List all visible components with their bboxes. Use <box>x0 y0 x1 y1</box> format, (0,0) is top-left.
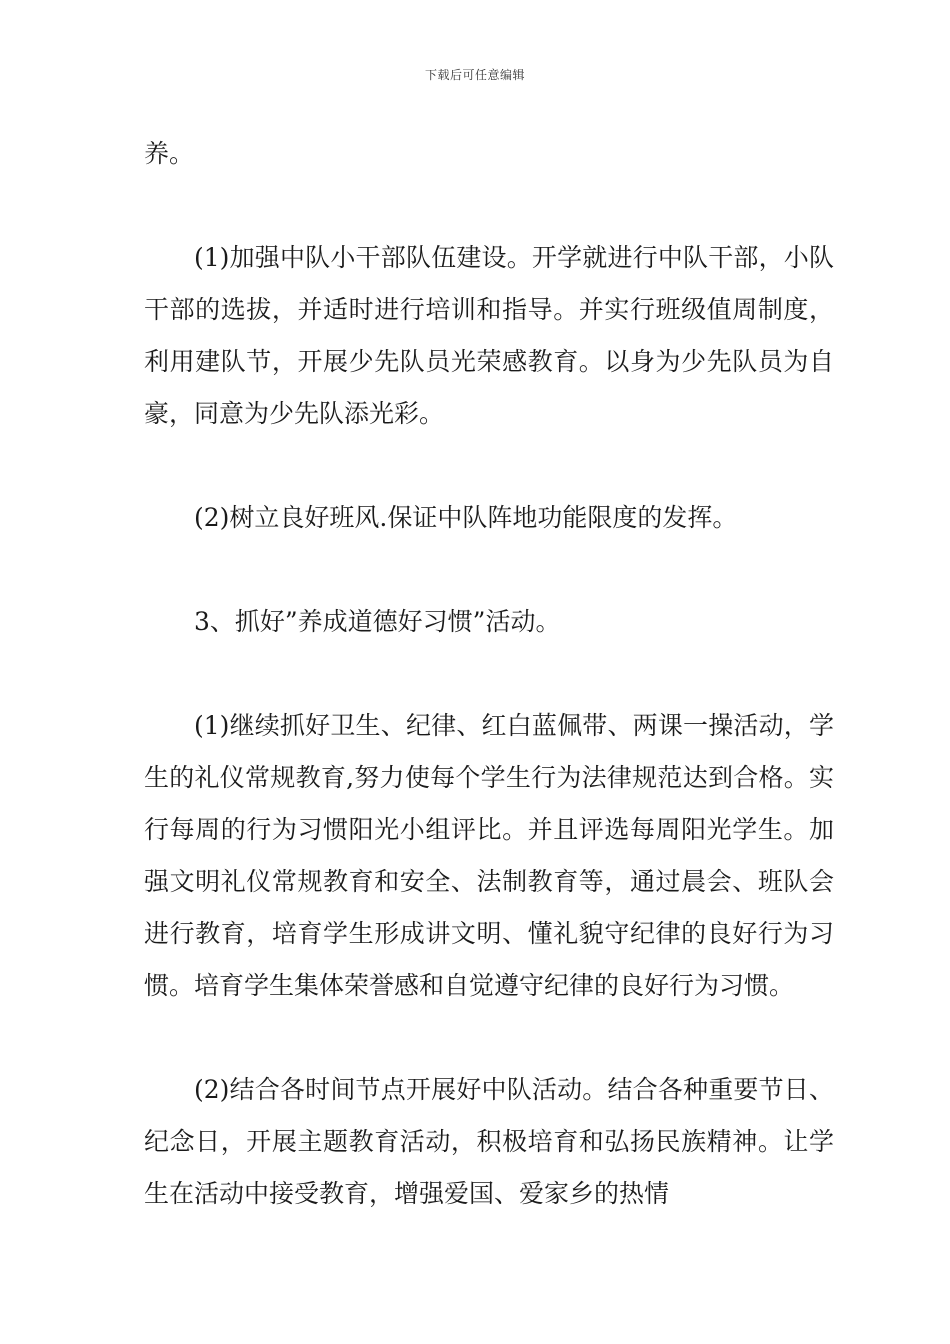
paragraph-continuation: 养。 <box>144 139 195 168</box>
paragraph-class-style: (2)树立良好班风.保证中队阵地功能限度的发挥。 <box>194 503 738 532</box>
paragraph-cadre-building: (1)加强中队小干部队伍建设。开学就进行中队干部，小队干部的选拔，并适时进行培训和指导。并实行班级值周制度，利用建队节，开展少先队员光荣感教育。以身为少先队员为自豪，同意为少先队添光彩。 <box>144 243 834 428</box>
section-heading-habits: 3、抓好”养成道德好习惯”活动。 <box>194 607 561 636</box>
paragraph-routine-education: (1)继续抓好卫生、纪律、红白蓝佩带、两课一操活动，学生的礼仪常规教育,努力使每个学生行为法律规范达到合格。实行每周的行为习惯阳光小组评比。并且评选每周阳光学生。加强文明礼仪常规教育和安全、法制教育等，通过晨会、班队会进行教育，培育学生形成讲文明、懂礼貌守纪律的良好行为习惯。培育学生集体荣誉感和自觉遵守纪律的良好行为习惯。 <box>144 711 834 1000</box>
document-body <box>144 128 834 1220</box>
header-note: 下载后可任意编辑 <box>424 68 525 82</box>
paragraph-festival-activities: (2)结合各时间节点开展好中队活动。结合各种重要节日、纪念日，开展主题教育活动，积极培育和弘扬民族精神。让学生在活动中接受教育，增强爱国、爱家乡的热情 <box>144 1075 834 1208</box>
